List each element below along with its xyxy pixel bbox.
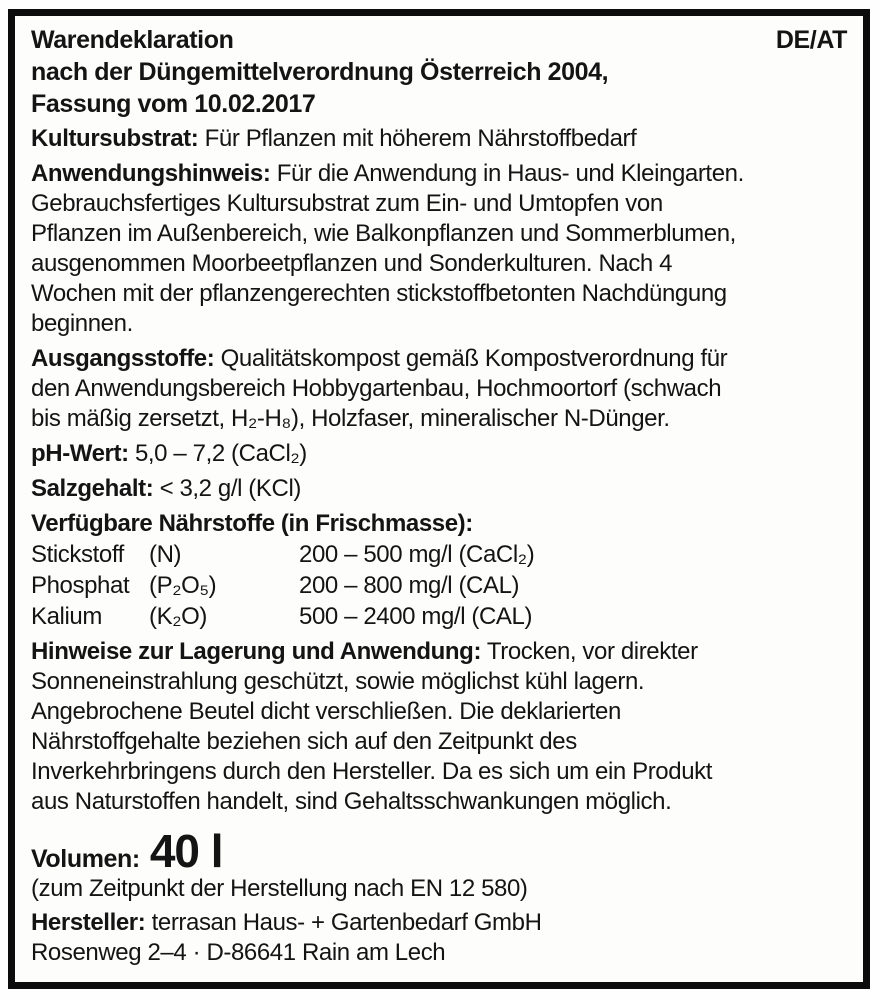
salzgehalt-value: < 3,2 g/l (KCl) (159, 475, 301, 502)
nutrient-row (31, 539, 847, 570)
ausgangsstoffe-line: bis mäßig zersetzt, H₂-H₈), Holzfaser, mineralischer N-Dünger. (31, 405, 670, 432)
lagerung-label: Hinweise zur Lagerung und Anwendung: (31, 638, 482, 665)
product-declaration-label (8, 9, 870, 989)
ausgangsstoffe-label: Ausgangsstoffe: (31, 345, 215, 372)
nutrient-formula: (N) (149, 541, 182, 568)
lagerung-line: aus Naturstoffen handelt, sind Gehaltsschwankungen möglich. (31, 788, 672, 815)
lagerung-line: Sonneneinstrahlung geschützt, sowie möglichst kühl lagern. (31, 668, 645, 695)
section-salzgehalt (31, 474, 847, 504)
kultursubstrat-label: Kultursubstrat: (31, 125, 199, 152)
section-hersteller (31, 908, 847, 938)
lagerung-line: Inverkehrbringens durch den Hersteller. Da es sich um ein Produkt (31, 758, 713, 785)
nutrient-formula: (P₂O₅) (149, 572, 217, 599)
anwendungshinweis-line: beginnen. (31, 310, 133, 337)
nutrient-formula: (K₂O) (149, 603, 207, 630)
section-anwendungshinweis (31, 159, 847, 339)
anwendungshinweis-line: Anwendungshinweis: Für die Anwendung in Haus- und Kleingarten. (31, 160, 744, 187)
volumen-value: 40 l (149, 825, 223, 877)
section-volumen (31, 825, 847, 877)
nutrient-value: 500 – 2400 mg/l (CAL) (299, 603, 533, 630)
ph-wert-label: pH-Wert: (31, 440, 129, 467)
lagerung-line: Angebrochene Beutel dicht verschließen. Die deklarierten (31, 698, 621, 725)
region-code: DE/AT (775, 26, 847, 54)
nutrient-name: Kalium (31, 603, 102, 630)
kultursubstrat-text: Für Pflanzen mit höherem Nährstoffbedarf (204, 125, 637, 152)
document-title: Warendeklaration (31, 26, 234, 54)
section-ausgangsstoffe (31, 344, 847, 434)
anwendungshinweis-line: Wochen mit der pflanzengerechten stickstoffbetonten Nachdüngung (31, 280, 727, 307)
volumen-label: Volumen: (31, 845, 140, 873)
hersteller-label: Hersteller: (31, 909, 146, 936)
nutrient-row (31, 570, 847, 601)
label-header (31, 24, 847, 56)
nutrient-value: 200 – 500 mg/l (CaCl₂) (299, 541, 535, 568)
section-kultursubstrat (31, 124, 847, 154)
salzgehalt-label: Salzgehalt: (31, 475, 154, 502)
nutrient-name: Phosphat (31, 572, 130, 599)
ph-wert-value: 5,0 – 7,2 (CaCl₂) (134, 440, 307, 467)
lagerung-line: Hinweise zur Lagerung und Anwendung: Trocken, vor direkter (31, 638, 698, 665)
lagerung-line: Nährstoffgehalte beziehen sich auf den Zeitpunkt des (31, 728, 577, 755)
regulation-line-2: Fassung vom 10.02.2017 (31, 90, 316, 118)
hersteller-address: Rosenweg 2–4 · D-86641 Rain am Lech (31, 939, 446, 966)
section-lagerung (31, 637, 847, 817)
section-naehrstoffe (31, 509, 847, 632)
section-ph-wert (31, 439, 847, 469)
nutrient-value: 200 – 800 mg/l (CAL) (299, 572, 520, 599)
anwendungshinweis-line: ausgenommen Moorbeetpflanzen und Sonderkulturen. Nach 4 (31, 250, 673, 277)
regulation-line-1: nach der Düngemittelverordnung Österreich 2004, (31, 58, 609, 86)
ausgangsstoffe-line: Ausgangsstoffe: Qualitätskompost gemäß Kompostverordnung für (31, 345, 728, 372)
anwendungshinweis-label: Anwendungshinweis: (31, 160, 271, 187)
anwendungshinweis-line: Pflanzen im Außenbereich, wie Balkonpflanzen und Sommerblumen, (31, 220, 736, 247)
volumen-note: (zum Zeitpunkt der Herstellung nach EN 12 580) (31, 875, 528, 902)
ausgangsstoffe-line: den Anwendungsbereich Hobbygartenbau, Hochmoortorf (schwach (31, 375, 722, 402)
nutrient-row (31, 601, 847, 632)
naehrstoffe-heading: Verfügbare Nährstoffe (in Frischmasse): (31, 510, 473, 537)
anwendungshinweis-line: Gebrauchsfertiges Kultursubstrat zum Ein- und Umtopfen von (31, 190, 663, 217)
nutrient-name: Stickstoff (31, 541, 124, 568)
hersteller-name: terrasan Haus- + Gartenbedarf GmbH (151, 909, 542, 936)
